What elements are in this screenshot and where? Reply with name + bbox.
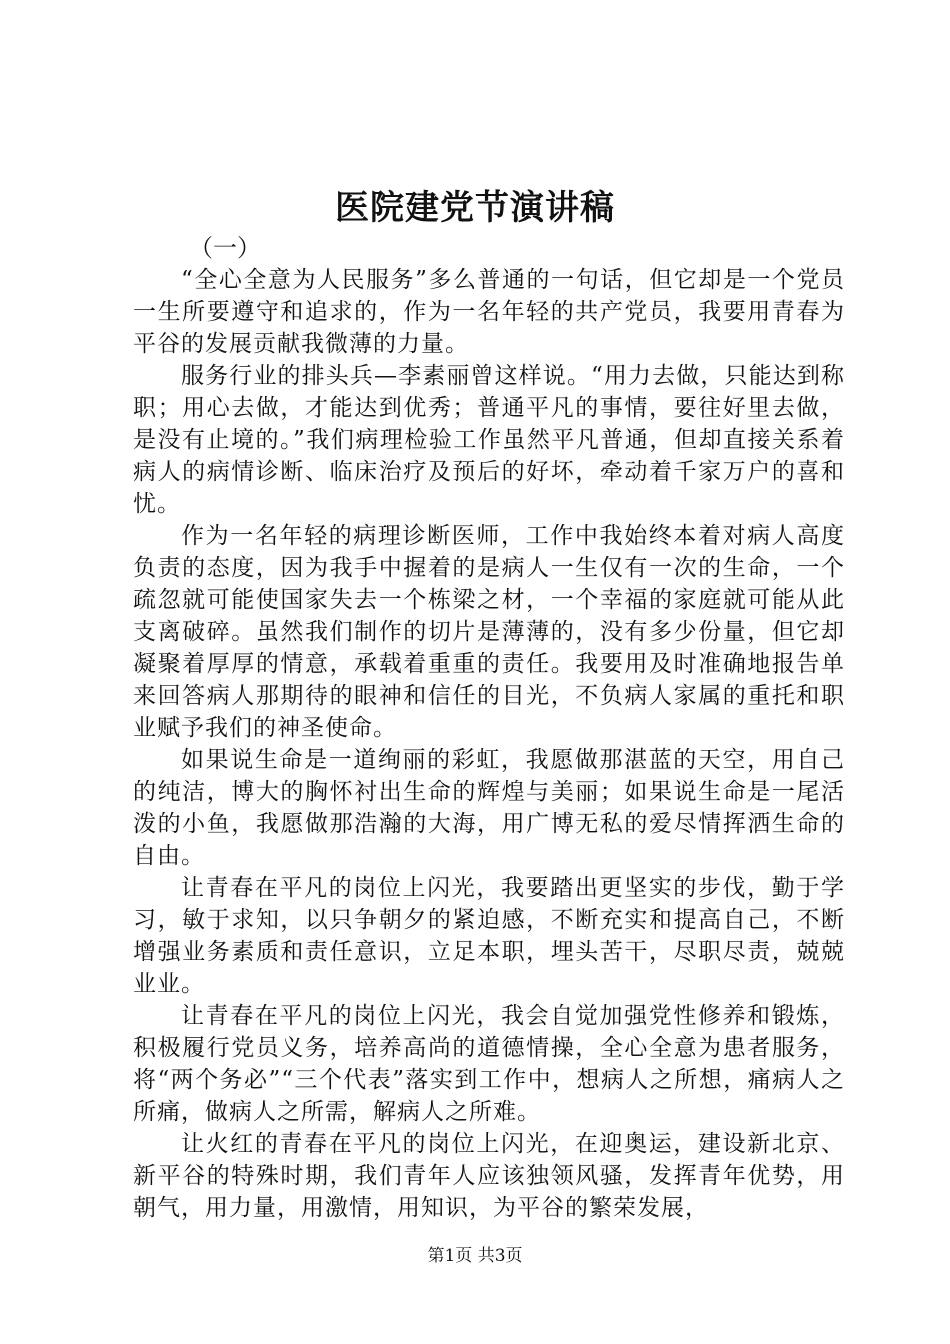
document-title: 医院建党节演讲稿 (335, 188, 615, 228)
paragraph-5: 让青春在平凡的岗位上闪光，我要踏出更坚实的步伐，勤于学习，敏于求知，以只争朝夕的紧迫感，不断充实和提高自己，不断增强业务素质和责任意识，立足本职，埋头苦干，尽职尽责，兢兢业业。 (133, 875, 845, 997)
section-label: （一） (189, 234, 261, 262)
document-body (133, 232, 845, 1224)
paragraph-7: 让火红的青春在平凡的岗位上闪光，在迎奥运，建设新北京、新平谷的特殊时期，我们青年人应该独领风骚，发挥青年优势，用朝气，用力量，用激情，用知识，为平谷的繁荣发展， (133, 1131, 845, 1221)
page-footer: 第1页 共3页 (427, 1246, 523, 1266)
paragraph-3: 作为一名年轻的病理诊断医师，工作中我始终本着对病人高度负责的态度，因为我手中握着的是病人一生仅有一次的生命，一个疏忽就可能使国家失去一个栋梁之材，一个幸福的家庭就可能从此支离破碎。虽然我们制作的切片是薄薄的，没有多少份量，但它却凝聚着厚厚的情意，承载着重重的责任。我要用及时准确地报告单来回答病人那期待的眼神和信任的目光，不负病人家属的重托和职业赋予我们的神圣使命。 (133, 523, 845, 741)
paragraph-2: 服务行业的排头兵—李素丽曾这样说。“用力去做，只能达到称职；用心去做，才能达到优秀；普通平凡的事情，要往好里去做，是没有止境的。”我们病理检验工作虽然平凡普通，但却直接关系着病人的病情诊断、临床治疗及预后的好坏，牵动着千家万户的喜和忧。 (133, 363, 845, 517)
paragraph-1: “全心全意为人民服务”多么普通的一句话，但它却是一个党员一生所要遵守和追求的，作为一名年轻的共产党员，我要用青春为平谷的发展贡献我微薄的力量。 (133, 267, 845, 357)
paragraph-6: 让青春在平凡的岗位上闪光，我会自觉加强党性修养和锻炼，积极履行党员义务，培养高尚的道德情操，全心全意为患者服务，将“两个务必”“三个代表”落实到工作中，想病人之所想，痛病人之所痛，做病人之所需，解病人之所难。 (133, 1003, 845, 1125)
paragraph-4: 如果说生命是一道绚丽的彩虹，我愿做那湛蓝的天空，用自己的纯洁，博大的胸怀衬出生命的辉煌与美丽；如果说生命是一尾活泼的小鱼，我愿做那浩瀚的大海，用广博无私的爱尽情挥洒生命的自由。 (133, 747, 845, 869)
